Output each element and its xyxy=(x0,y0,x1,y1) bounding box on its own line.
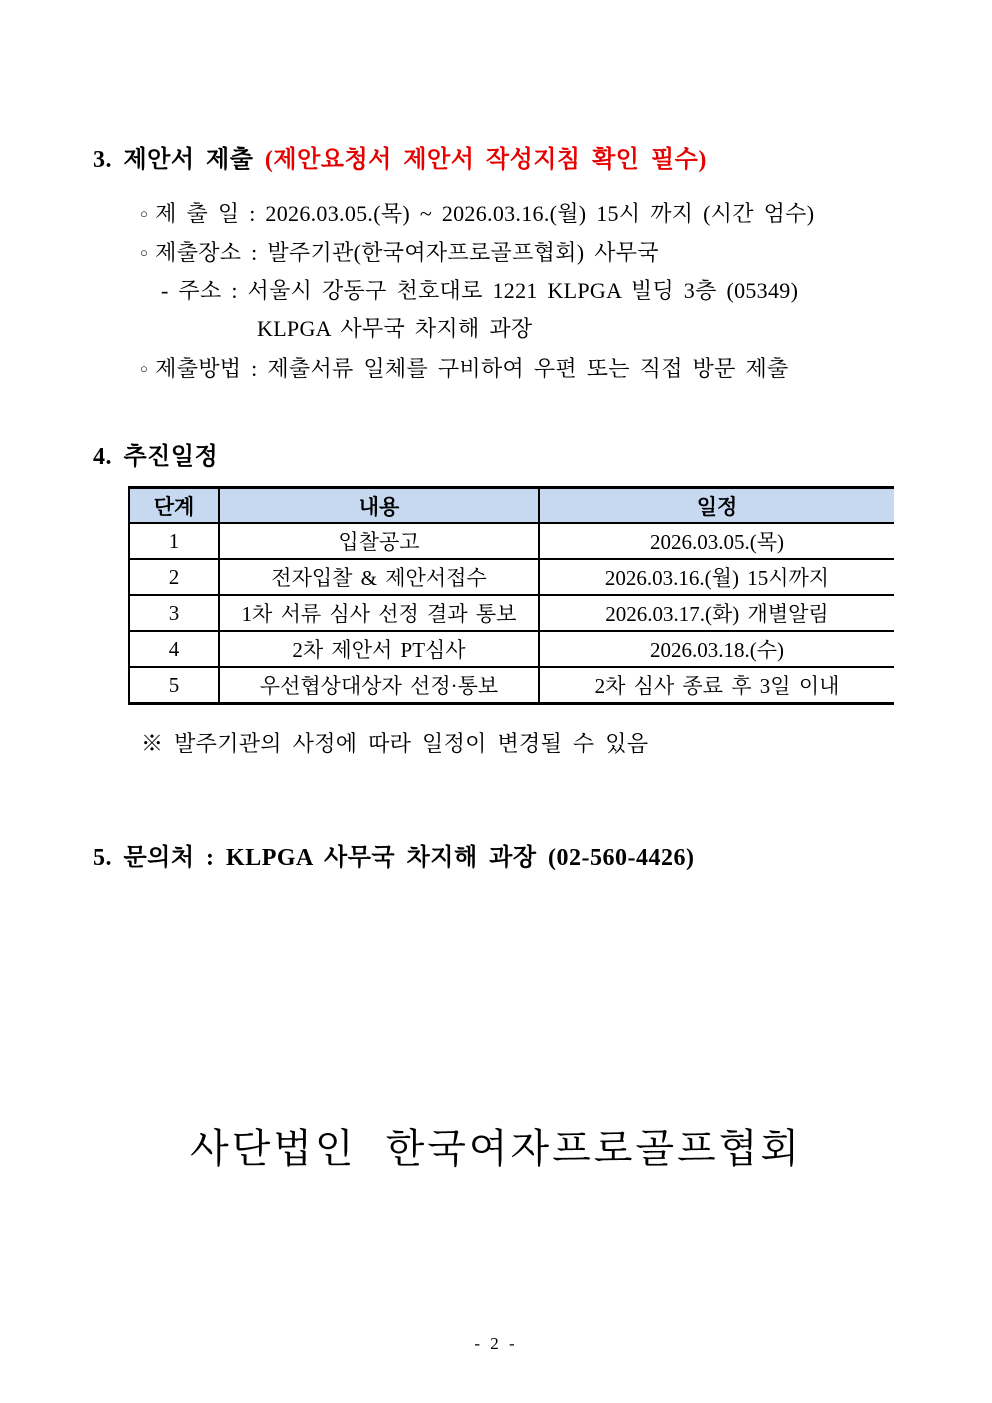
submission-method-line xyxy=(140,352,789,383)
table-row xyxy=(129,559,894,595)
section3-heading-red-note: (제안요청서 제안서 작성지침 확인 필수) xyxy=(264,147,707,173)
address-text: - 주소 : 서울시 강동구 천호대로 1221 KLPGA 빌딩 3층 (05349) xyxy=(161,278,799,303)
table-cell-step: 3 xyxy=(129,595,219,631)
section4-heading xyxy=(93,436,218,471)
section4-heading-text: 4. 추진일정 xyxy=(93,444,219,470)
contact-person-text: KLPGA 사무국 차지해 과장 xyxy=(257,316,533,341)
submission-place-line xyxy=(140,236,659,267)
organization-name xyxy=(0,1117,992,1174)
table-cell-step: 4 xyxy=(129,631,219,667)
submission-method-text: 제출방법 : 제출서류 일체를 구비하여 우편 또는 직접 방문 제출 xyxy=(155,356,789,381)
address-line xyxy=(161,274,798,305)
section3-heading xyxy=(93,139,707,174)
section5-heading xyxy=(93,837,695,872)
table-cell-content: 2차 제안서 PT심사 xyxy=(219,631,539,667)
table-row xyxy=(129,523,894,559)
table-header-content: 내용 xyxy=(219,488,539,524)
table-row xyxy=(129,595,894,631)
table-cell-content: 1차 서류 심사 선정 결과 통보 xyxy=(219,595,539,631)
table-header-step: 단계 xyxy=(129,488,219,524)
organization-name-text: 사단법인 한국여자프로골프협회 xyxy=(190,1126,802,1171)
table-header-row xyxy=(129,488,894,524)
page-number xyxy=(0,1334,992,1354)
schedule-table xyxy=(128,486,894,705)
circle-bullet-icon: ○ xyxy=(140,361,149,376)
table-row xyxy=(129,631,894,667)
contact-person-line xyxy=(257,312,532,343)
submission-date-line xyxy=(140,197,814,228)
table-cell-step: 1 xyxy=(129,523,219,559)
table-cell-schedule: 2026.03.17.(화) 개별알림 xyxy=(539,595,894,631)
schedule-note xyxy=(141,727,648,758)
section3-heading-main: 3. 제안서 제출 xyxy=(93,147,254,173)
schedule-note-text: ※ 발주기관의 사정에 따라 일정이 변경될 수 있음 xyxy=(141,731,649,756)
table-cell-step: 5 xyxy=(129,667,219,704)
page-number-text: - 2 - xyxy=(474,1334,518,1353)
section5-heading-text: 5. 문의처 : KLPGA 사무국 차지해 과장 (02-560-4426) xyxy=(93,845,695,871)
table-cell-step: 2 xyxy=(129,559,219,595)
submission-date-text: 제 출 일 : 2026.03.05.(목) ~ 2026.03.16.(월) 15시 까지 (시간 엄수) xyxy=(155,201,815,226)
circle-bullet-icon: ○ xyxy=(140,206,149,221)
submission-place-text: 제출장소 : 발주기관(한국여자프로골프협회) 사무국 xyxy=(155,240,659,265)
circle-bullet-icon: ○ xyxy=(140,245,149,260)
table-cell-schedule: 2026.03.18.(수) xyxy=(539,631,894,667)
table-cell-content: 입찰공고 xyxy=(219,523,539,559)
table-cell-schedule: 2026.03.05.(목) xyxy=(539,523,894,559)
table-cell-schedule: 2026.03.16.(월) 15시까지 xyxy=(539,559,894,595)
table-header-schedule: 일정 xyxy=(539,488,894,524)
table-cell-content: 우선협상대상자 선정·통보 xyxy=(219,667,539,704)
table-cell-content: 전자입찰 & 제안서접수 xyxy=(219,559,539,595)
table-cell-schedule: 2차 심사 종료 후 3일 이내 xyxy=(539,667,894,704)
table-row xyxy=(129,667,894,704)
